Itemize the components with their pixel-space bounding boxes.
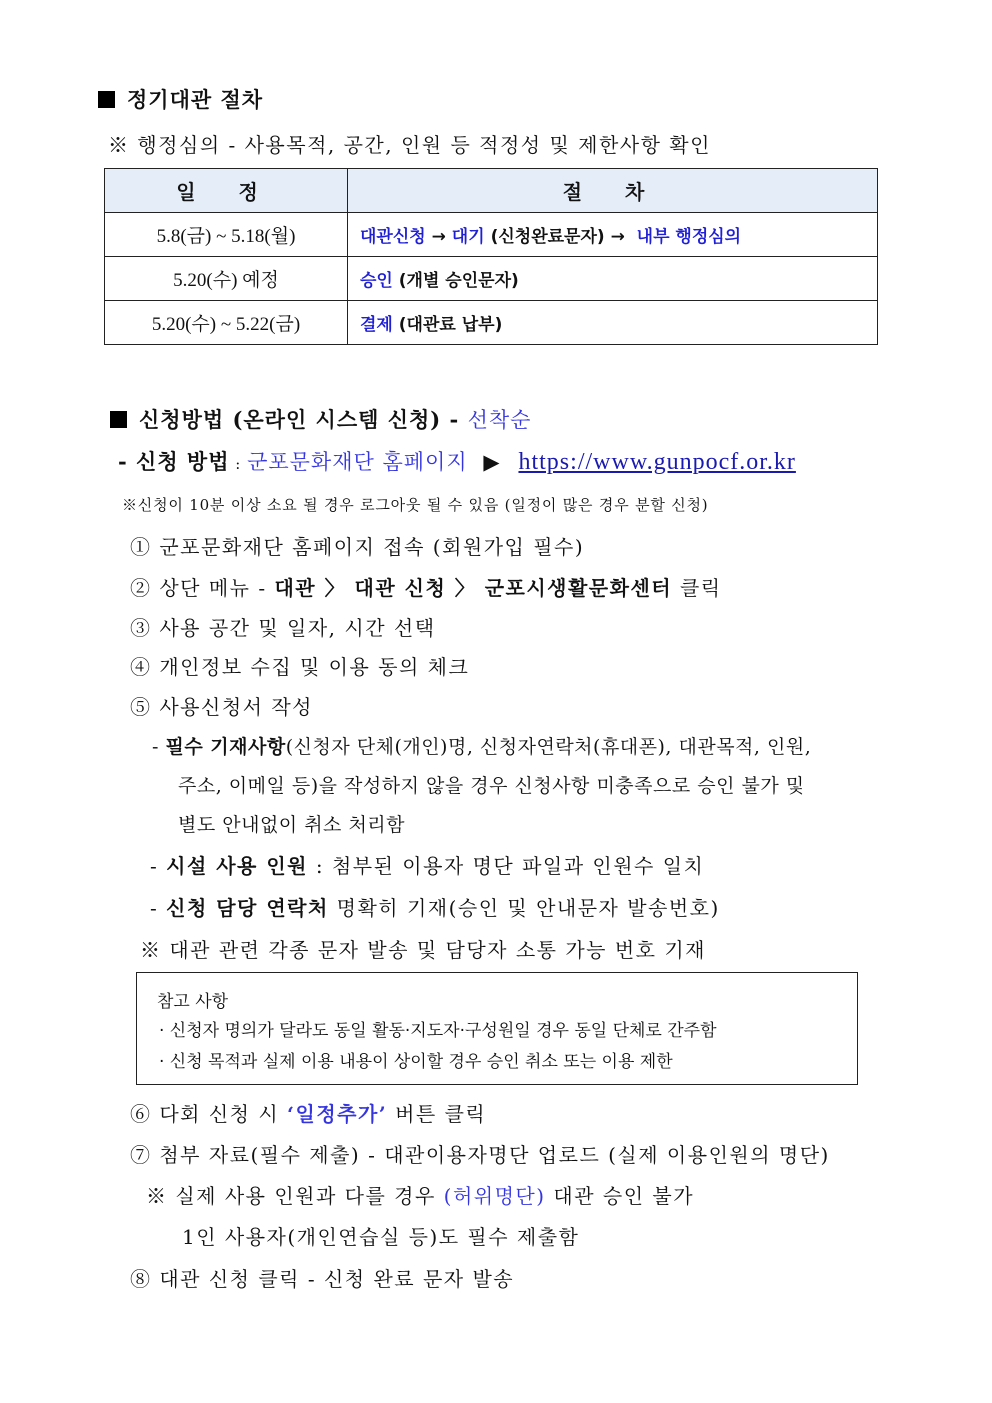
- black-square-icon: [110, 411, 127, 428]
- step-2: ② 상단 메뉴 - 대관 〉 대관 신청 〉 군포시생활문화센터 클릭: [130, 576, 722, 600]
- black-square-icon: [98, 91, 115, 108]
- step-7: ⑦ 첨부 자료(필수 제출) - 대관이용자명단 업로드 (실제 이용인원의 명단): [130, 1143, 830, 1167]
- step-8: ⑧ 대관 신청 클릭 - 신청 완료 문자 발송: [130, 1267, 515, 1291]
- row-date: 5.8(금) ~ 5.18(월): [105, 213, 348, 257]
- required-fields-line1: - 필수 기재사항(신청자 단체(개인)명, 신청자연락처(휴대폰), 대관목적, 인원,: [152, 736, 812, 758]
- false-list-note: ※ 실제 사용 인원과 다를 경우 (허위명단) 대관 승인 불가: [146, 1184, 695, 1208]
- table-row: [105, 257, 878, 301]
- reference-title: 참고 사항: [157, 992, 229, 1012]
- required-fields-line3: 별도 안내없이 취소 처리함: [178, 814, 406, 836]
- schedule-table: [104, 168, 878, 345]
- step-1: ① 군포문화재단 홈페이지 접속 (회원가입 필수): [130, 535, 585, 559]
- header-schedule: 일 정: [105, 169, 348, 213]
- table-row: [105, 301, 878, 345]
- section-title-application-method: 신청방법 (온라인 시스템 신청) - 선착순: [110, 404, 531, 434]
- row-date: 5.20(수) ~ 5.22(금): [105, 301, 348, 345]
- reference-item: · 신청자 명의가 달라도 동일 활동·지도자·구성원일 경우 동일 단체로 간주함: [159, 1021, 717, 1041]
- play-arrow-icon: ▶: [483, 450, 501, 474]
- table-header-row: [105, 169, 878, 213]
- step-5: ⑤ 사용신청서 작성: [130, 695, 313, 719]
- table-row: [105, 213, 878, 257]
- step-3: ③ 사용 공간 및 일자, 시간 선택: [130, 616, 436, 640]
- row-procedure: 대관신청 → 대기 (신청완료문자) → 내부 행정심의: [348, 213, 878, 257]
- reference-item: · 신청 목적과 실제 이용 내용이 상이할 경우 승인 취소 또는 이용 제한: [159, 1052, 673, 1072]
- reference-box: [136, 972, 858, 1085]
- row-date: 5.20(수) 예정: [105, 257, 348, 301]
- homepage-link[interactable]: https://www.gunpocf.or.kr: [518, 449, 796, 475]
- row-procedure: 승인 (개별 승인문자): [348, 257, 878, 301]
- contact-line: - 신청 담당 연락처 명확히 기재(승인 및 안내문자 발송번호): [150, 896, 720, 920]
- step-4: ④ 개인정보 수집 및 이용 동의 체크: [130, 655, 470, 679]
- timeout-note: ※신청이 10분 이상 소요 될 경우 로그아웃 될 수 있음 (일정이 많은 경우 분할 신청): [122, 496, 709, 514]
- foundation-homepage-label: 군포문화재단 홈페이지: [247, 450, 468, 474]
- application-method-line: - 신청 방법 : 군포문화재단 홈페이지 ▶ https://www.gunpocf.or.kr: [118, 449, 796, 475]
- required-fields-line2: 주소, 이메일 등)을 작성하지 않을 경우 신청사항 미충족으로 승인 불가 및: [178, 775, 805, 797]
- header-procedure: 절 차: [348, 169, 878, 213]
- step-6: ⑥ 다회 신청 시 ‘일정추가’ 버튼 클릭: [130, 1102, 487, 1126]
- row-procedure: 결제 (대관료 납부): [348, 301, 878, 345]
- section-title-regular-rental: 정기대관 절차: [98, 84, 263, 114]
- facility-users-line: - 시설 사용 인원 : 첨부된 이용자 명단 파일과 인원수 일치: [150, 854, 705, 878]
- single-user-note: 1인 사용자(개인연습실 등)도 필수 제출함: [182, 1225, 580, 1249]
- review-note: ※ 행정심의 - 사용목적, 공간, 인원 등 적정성 및 제한사항 확인: [108, 133, 711, 157]
- sms-note: ※ 대관 관련 각종 문자 발송 및 담당자 소통 가능 번호 기재: [140, 938, 706, 962]
